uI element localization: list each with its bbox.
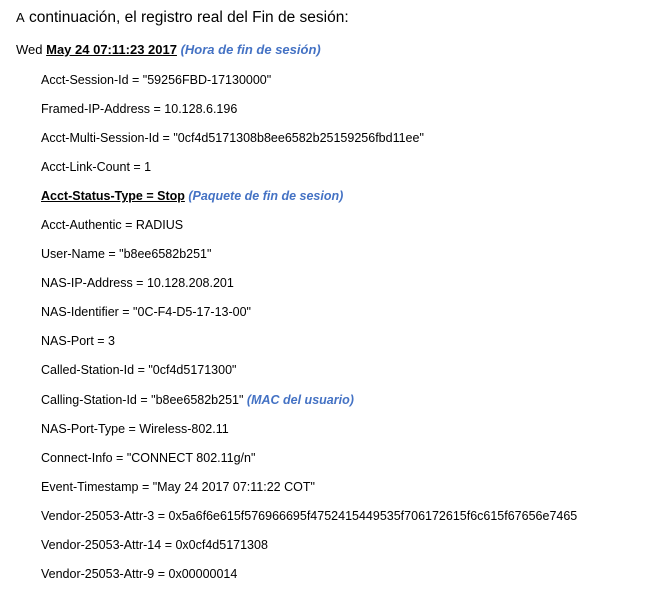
attribute-text: Acct-Link-Count = 1 <box>41 160 152 175</box>
attribute-row <box>41 303 577 332</box>
attribute-text: Vendor-25053-Attr-9 = 0x00000014 <box>41 566 238 581</box>
attribute-row <box>41 187 577 216</box>
attribute-row <box>41 216 577 245</box>
attribute-text: NAS-Port-Type = Wireless-802.11 <box>41 421 229 436</box>
attribute-text: NAS-Identifier = "0C-F4-D5-17-13-00" <box>41 305 251 320</box>
attribute-text: Framed-IP-Address = 10.128.6.196 <box>41 102 238 117</box>
attribute-row <box>41 332 577 361</box>
attribute-row <box>41 449 577 478</box>
attribute-text: Acct-Multi-Session-Id = "0cf4d5171308b8ee6582b25159256fbd11ee" <box>41 131 424 146</box>
attribute-text: NAS-IP-Address = 10.128.208.201 <box>41 276 234 291</box>
attribute-text: Vendor-25053-Attr-14 = 0x0cf4d5171308 <box>41 537 268 552</box>
attribute-text: Connect-Info = "CONNECT 802.11g/n" <box>41 450 256 465</box>
attribute-row <box>41 536 577 565</box>
attribute-row <box>41 100 577 129</box>
attribute-text: Acct-Authentic = RADIUS <box>41 218 184 233</box>
record-date-note: (Hora de fin de sesión) <box>180 42 321 57</box>
attribute-row <box>41 478 577 507</box>
attribute-text: Event-Timestamp = "May 24 2017 07:11:22 COT" <box>41 479 315 494</box>
attribute-row <box>41 361 577 390</box>
attribute-text: Vendor-25053-Attr-3 = 0x5a6f6e615f576966695f4752415449535f706172615f6c615f67656e7465 <box>41 508 578 523</box>
intro-first-letter: A <box>16 10 25 25</box>
attribute-row <box>41 245 577 274</box>
attribute-text: Calling-Station-Id = "b8ee6582b251" <box>41 392 244 407</box>
attribute-row <box>41 158 577 187</box>
attribute-row <box>41 507 577 536</box>
attribute-note: (Paquete de fin de sesion) <box>188 189 344 204</box>
attribute-list <box>41 71 577 594</box>
record-date-line <box>16 41 321 59</box>
record-date: May 24 07:11:23 2017 <box>46 42 177 57</box>
attribute-row <box>41 391 577 420</box>
attribute-row <box>41 129 577 158</box>
attribute-text: Called-Station-Id = "0cf4d5171300" <box>41 363 237 378</box>
intro-text: continuación, el registro real del Fin de sesión: <box>24 9 349 26</box>
intro-paragraph <box>16 8 349 28</box>
attribute-row <box>41 71 577 100</box>
attribute-row <box>41 274 577 303</box>
record-weekday: Wed <box>16 42 43 57</box>
attribute-row <box>41 420 577 449</box>
attribute-text: Acct-Status-Type = Stop <box>41 189 185 204</box>
attribute-text: User-Name = "b8ee6582b251" <box>41 247 212 262</box>
attribute-text: Acct-Session-Id = "59256FBD-17130000" <box>41 73 272 87</box>
attribute-note: (MAC del usuario) <box>246 392 354 407</box>
attribute-row <box>41 565 577 594</box>
attribute-text: NAS-Port = 3 <box>41 334 115 349</box>
